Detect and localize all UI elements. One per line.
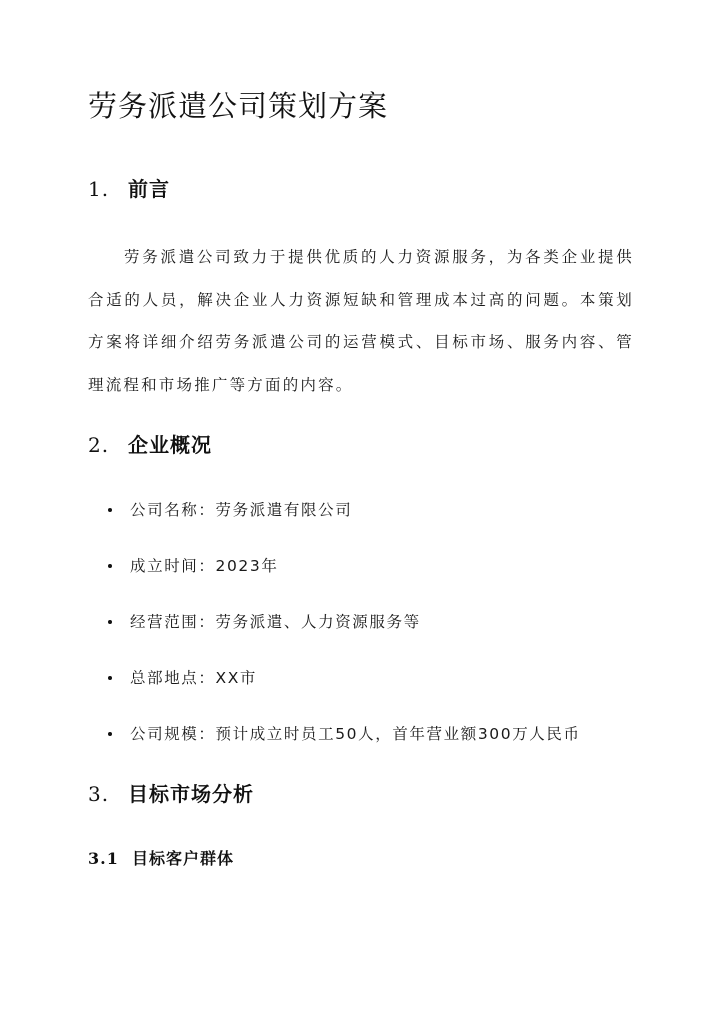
list-item-text: 经营范围：劳务派遣、人力资源服务等 bbox=[130, 613, 421, 631]
company-info-list bbox=[88, 492, 648, 772]
section-number: 2. bbox=[88, 433, 110, 457]
list-item-text: 成立时间：2023年 bbox=[130, 557, 279, 575]
subsection-number: 3.1 bbox=[88, 849, 119, 868]
bullet-icon bbox=[108, 620, 112, 624]
section-heading-target-market bbox=[88, 780, 254, 808]
section-number: 3. bbox=[88, 782, 110, 806]
document-title: 劳务派遣公司策划方案 bbox=[88, 89, 389, 123]
subsection-heading-target-customers bbox=[88, 847, 234, 871]
list-item-founding-date bbox=[88, 548, 648, 604]
section-title: 目标市场分析 bbox=[128, 782, 254, 806]
list-item-text: 公司规模：预计成立时员工50人，首年营业额300万人民币 bbox=[130, 725, 581, 743]
section-title: 企业概况 bbox=[128, 433, 212, 457]
section-title: 前言 bbox=[128, 177, 170, 201]
section-number: 1. bbox=[88, 177, 110, 201]
list-item-company-scale bbox=[88, 716, 648, 772]
list-item-text: 公司名称：劳务派遣有限公司 bbox=[130, 501, 353, 519]
list-item-headquarters bbox=[88, 660, 648, 716]
section-heading-company-overview bbox=[88, 431, 212, 459]
list-item-business-scope bbox=[88, 604, 648, 660]
bullet-icon bbox=[108, 508, 112, 512]
bullet-icon bbox=[108, 676, 112, 680]
list-item-text: 总部地点：XX市 bbox=[130, 669, 258, 687]
bullet-icon bbox=[108, 564, 112, 568]
list-item-company-name bbox=[88, 492, 648, 548]
section-heading-preface bbox=[88, 175, 170, 203]
subsection-title: 目标客户群体 bbox=[132, 849, 235, 868]
preface-paragraph: 劳务派遣公司致力于提供优质的人力资源服务，为各类企业提供合适的人员，解决企业人力资源短缺和管理成本过高的问题。本策划方案将详细介绍劳务派遣公司的运营模式、目标市场、服务内容、管理流程和市场推广等方面的内容。 bbox=[88, 248, 634, 394]
bullet-icon bbox=[108, 732, 112, 736]
